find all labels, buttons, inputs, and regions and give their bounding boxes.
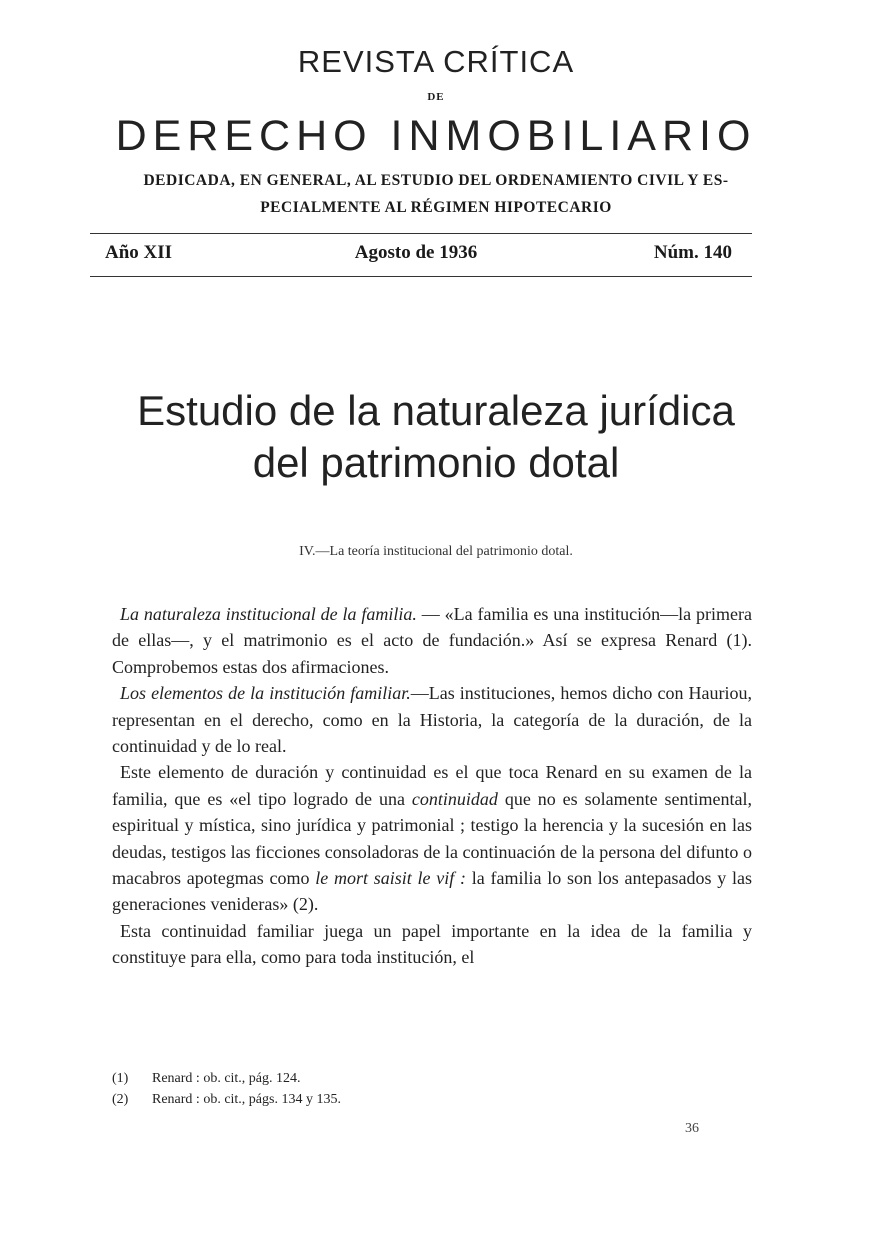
issue-bar-bottom-rule [90,276,752,277]
paragraph-1-lead: La naturaleza institucional de la familia. [120,604,417,624]
article-title-line-1: Estudio de la naturaleza jurídica [137,387,735,434]
footnote-1-text: Renard : ob. cit., pág. 124. [152,1071,301,1086]
paragraph-1 [112,601,752,680]
paragraph-2-text: —Las instituciones, hemos dicho con Hauriou, representan en el derecho, como en la Historia, la categoría de la duración, de la continuidad y de lo real. [112,683,752,757]
section-heading: IV.—La teoría institucional del patrimonio dotal. [299,544,573,559]
journal-dedication-line-2: PECIALMENTE AL RÉGIMEN HIPOTECARIO [260,199,612,216]
paragraph-3-italic-b: le mort saisit le vif : [315,868,466,889]
issue-bar-top-rule [90,233,752,234]
footnotes [112,1068,712,1110]
paragraph-2 [112,680,752,759]
issue-year: Año XII [105,242,173,263]
issue-number: Núm. 140 [653,242,732,263]
paragraph-1-text: — «La familia es una institución—la primera de ellas—, y el matrimonio es el acto de fundación.» Así se expresa Renard (1). Comprobemos estas dos afirmaciones. [112,604,752,677]
article-title [0,385,872,489]
paragraph-3-italic-a: continuidad [411,788,498,809]
paragraph-4 [112,918,752,971]
page-number: 36 [685,1121,699,1136]
footnote-2 [112,1089,712,1110]
article-title-line-2: del patrimonio dotal [252,439,620,486]
footnote-1-mark: (1) [112,1071,129,1086]
paragraph-3-text-a: Este elemento de duración y continuidad es el que toca Renard en su examen de la familia, que es «el tipo logrado de una [112,762,752,809]
footnote-1 [112,1068,712,1089]
issue-date: Agosto de 1936 [354,242,478,263]
journal-subtitle: DERECHO INMOBILIARIO [115,112,757,160]
article-body [112,601,752,971]
journal-name: REVISTA CRÍTICA [297,44,575,79]
paragraph-3-text-b: que no es solamente sentimental, espiritual y mística, sino jurídica y patrimonial ; testigo la herencia y la sucesión en las deudas, testigos las ficciones consoladoras de la continuación de la persona del difunto o macabros apotegmas como [112,788,752,889]
paragraph-4-text: Esta continuidad familiar juega un papel importante en la idea de la familia y constituye para ella, como para toda institución, el [112,920,752,968]
paragraph-3-text-c: la familia lo son los antepasados y las generaciones venideras» (2). [112,868,753,915]
paragraph-3 [112,759,752,917]
paragraph-2-lead: Los elementos de la institución familiar. [120,683,411,704]
journal-name-connector: DE [427,91,445,103]
journal-dedication-line-1: DEDICADA, EN GENERAL, AL ESTUDIO DEL ORDENAMIENTO CIVIL Y ES- [143,172,729,189]
footnote-2-mark: (2) [112,1092,129,1107]
footnote-2-text: Renard : ob. cit., págs. 134 y 135. [152,1092,341,1107]
